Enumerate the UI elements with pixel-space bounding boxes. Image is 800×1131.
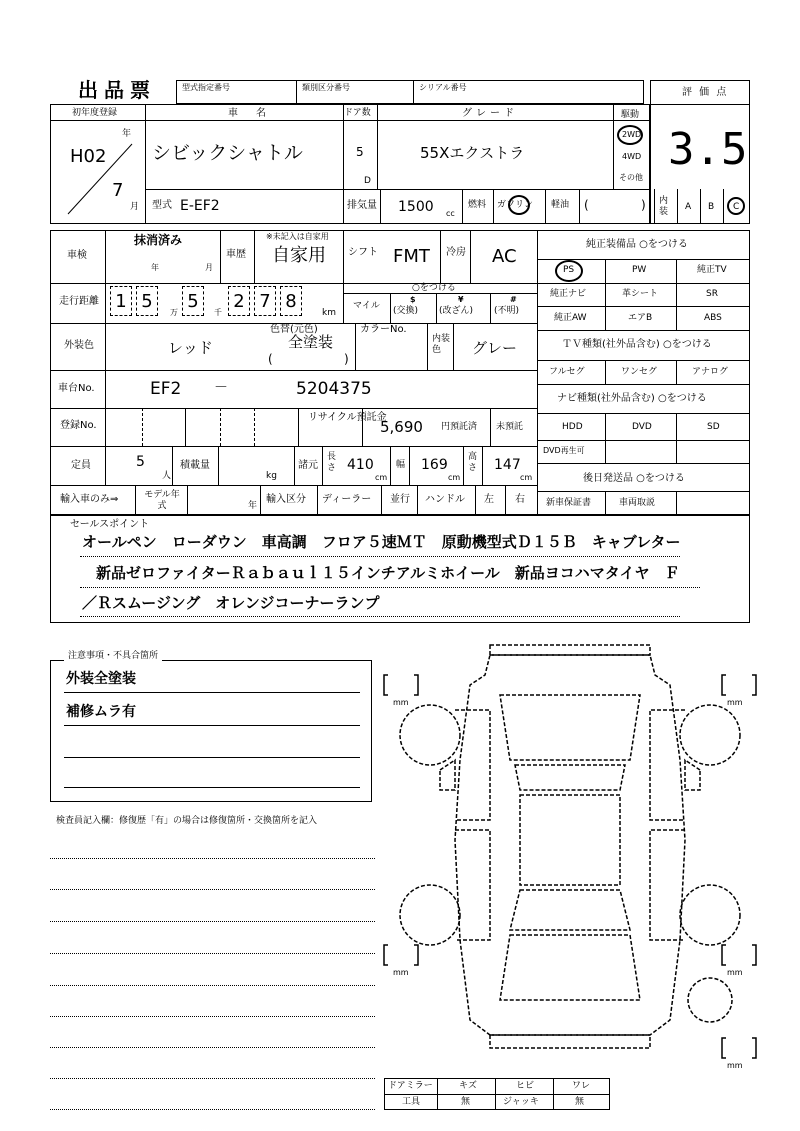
capacity-value: 5	[136, 454, 145, 470]
first-reg-era: H02	[70, 146, 107, 167]
equip-tv: 純正TV	[697, 265, 727, 275]
equipment-title: 純正装備品 ○をつける	[586, 239, 688, 250]
fuel-light-oil: 軽油	[551, 200, 570, 210]
mileage-exchange: (交換)	[393, 306, 419, 316]
recycle-value: 5,690	[380, 418, 423, 436]
model-value: E-EF2	[180, 198, 220, 214]
handle-left: 左	[484, 494, 494, 505]
interior-color-label: 内装色	[432, 334, 451, 355]
note-line: 補修ムラ有	[66, 704, 136, 720]
exterior-color-label: 外装色	[64, 340, 94, 351]
mileage-tampered: (改ざん)	[439, 306, 474, 316]
displacement-value: 1500	[398, 199, 434, 215]
height-value: 147	[494, 457, 521, 473]
displacement-label: 排気量	[347, 200, 377, 211]
later-warranty: 新車保証書	[546, 498, 592, 508]
history-label: 車歴	[226, 249, 246, 260]
import-dealer: ディーラー	[322, 494, 372, 505]
fuel-label: 燃料	[468, 200, 487, 210]
fuel-gasoline: ガソリン	[497, 200, 534, 210]
equip-abs: ABS	[704, 313, 722, 323]
import-parallel: 並行	[390, 494, 410, 505]
ac-label: 冷房	[446, 247, 466, 258]
odometer-digit: 8	[280, 286, 302, 316]
legend-value: 工具	[402, 1097, 421, 1107]
import-class-label: 輸入区分	[266, 494, 306, 505]
inspection-value: 抹消済み	[134, 233, 183, 247]
legend-value: ジャッキ	[503, 1097, 539, 1107]
drive-other: その他	[619, 173, 643, 182]
import-label: 輸入車のみ⇒	[60, 494, 119, 505]
tv-title: ＴＶ種類(社外品含む) ○をつける	[562, 339, 712, 350]
ac-value: AC	[492, 246, 517, 267]
tread-unit: mm	[727, 698, 743, 707]
shift-value: FMT	[393, 246, 430, 267]
tread-unit: mm	[727, 968, 743, 977]
legend-header: ワレ	[572, 1081, 591, 1091]
legend-value: 無	[575, 1097, 585, 1107]
drive-2wd: 2WD	[622, 130, 642, 139]
drive-4wd: 4WD	[622, 152, 642, 161]
navi-dvd-play: DVD再生可	[543, 446, 585, 455]
date-slash	[60, 140, 140, 220]
interior-label: 内装	[659, 196, 669, 217]
interior-grade-c: C	[733, 202, 740, 212]
tread-unit: mm	[393, 968, 409, 977]
tv-oneseg: ワンセグ	[621, 367, 658, 377]
rating-value: 3.5	[668, 124, 748, 175]
notes-label: 注意事項・不具合箇所	[68, 651, 159, 661]
navi-hdd: HDD	[562, 422, 583, 432]
grade-label: グレード	[462, 108, 518, 119]
model-label: 型式	[152, 200, 172, 211]
width-value: 169	[421, 457, 448, 473]
shift-label: シフト	[348, 247, 378, 258]
first-reg-month: 7	[112, 180, 124, 201]
serial-label: シリアル番号	[419, 83, 467, 92]
sales-point-line: 新品ゼロファイターＲａｂａｕｌ１５インチアルミホイール 新品ヨコハマタイヤ Ｆ	[96, 564, 680, 582]
equip-pw: PW	[632, 265, 647, 275]
first-reg-label: 初年度登録	[72, 108, 118, 118]
equip-sr: SR	[706, 289, 718, 299]
note-line: 外装全塗装	[66, 671, 136, 687]
exterior-color-value: レッド	[168, 339, 213, 357]
fuel-gasoline-circle	[508, 195, 530, 215]
interior-grade-b: B	[708, 202, 715, 212]
equip-airbag: エアB	[628, 313, 653, 323]
inspection-label: 車検	[67, 250, 87, 261]
interior-grade-c-circle	[727, 197, 745, 215]
equip-navi: 純正ナビ	[550, 289, 587, 299]
sales-points-label: セールスポイント	[70, 519, 150, 530]
inspector-label: 検査員記入欄：修復歴「有」の場合は修復箇所・交換箇所を記入	[56, 816, 318, 826]
later-manual: 車両取説	[619, 498, 656, 508]
mileage-label: 走行距離	[59, 296, 99, 307]
legend-header: ドアミラー	[388, 1081, 433, 1091]
drive-2wd-circle	[617, 125, 643, 145]
tv-fullseg: フルセグ	[549, 367, 585, 377]
tread-unit: mm	[727, 1061, 743, 1070]
mileage-mile: マイル	[353, 301, 380, 311]
history-value: 自家用	[272, 245, 326, 266]
type-cert-label: 型式指定番号	[182, 83, 230, 92]
chassis-prefix: EF2	[150, 379, 182, 399]
equip-leather: 革シート	[622, 289, 659, 299]
car-name-label: 車 名	[228, 108, 270, 119]
chassis-number: 5204375	[296, 379, 372, 399]
dims-label: 諸元	[298, 460, 318, 471]
drive-label: 駆動	[621, 110, 640, 120]
odometer-digit: 2	[228, 286, 250, 316]
auction-sheet: 出品票 型式指定番号 類別区分番号 シリアル番号 評 価 点 3.5 初年度登録 H02 年 7 月 車 名 シビックシャトル ドア数 5 D グレード 55Xエクストラ 駆動 2WD 4WD その他 型式 E-EF2 排気量 1500 cc 燃料 ガソリン 軽油 ( ) 内装 A B C 車検 抹消済み 年 月 車歴 ※未記入は自家用 自家用 シフト FMT 冷房 AC 走行距離 1 5 万 5 千 2 7 8 km ○をつける マイル $ (交換) ¥ (改ざん) # (不明) 外装色 レッド 色替(元色) 全塗装 ( ) カラーNo. 内装色 グレー 車台No. EF2 － 5204375 登録No. リサイクル預託金 5,690 円預託済 未預託 定員 5 人 積載量 kg 諸元 長さ 410 cm 幅 169 cm 高さ 147 cm 輸入車のみ⇒ モデル年式 年 輸入区分 ディーラー 並行 ハンドル 左 右 純正装備品 ○をつける PS PW 純正TV 純正ナビ 革シート SR 純正AW エアB ABS ＴＶ種類(社外品含む) ○をつける フルセグ ワンセグ アナログ ナビ種類(社外品含む) ○をつける HDD DVD SD DVD再生可 後日発送品 ○をつける 新車保証書 車両取説 セールスポイント オールペン ローダウン 車高調 フロア５速ＭＴ 原動機型式Ｄ１５Ｂ キャブレター 新品ゼロファイターＲａｂａｕｌ１５インチアルミホイール 新品ヨコハマタイヤ Ｆ ／Ｒスムージング オレンジコーナーランプ 注意事項・不具合箇所 外装全塗装 補修ムラ有 検査員記入欄：修復歴「有」の場合は修復箇所・交換箇所を記入 mm mm mm mm mm ドアミラー キズ ヒビ ワレ 工具 無 ジャッキ 無	[0, 0, 800, 1131]
odometer-digit: 5	[136, 286, 158, 316]
cert-number-box	[176, 80, 644, 104]
color-no-label: カラーNo.	[360, 324, 407, 335]
interior-grade-a: A	[685, 202, 692, 212]
odometer-digit: 1	[110, 286, 132, 316]
sheet-title: 出品票	[78, 78, 156, 102]
recycle-not-deposited: 未預託	[496, 422, 524, 432]
equip-aw: 純正AW	[554, 313, 587, 323]
equip-ps-circle	[555, 260, 583, 282]
odometer-digit: 7	[254, 286, 276, 316]
doors-label: ドア数	[344, 108, 371, 118]
navi-dvd: DVD	[632, 422, 652, 432]
later-title: 後日発送品 ○をつける	[583, 473, 685, 484]
legend-header: キズ	[459, 1081, 477, 1091]
navi-sd: SD	[707, 422, 720, 432]
recycle-deposited: 円預託済	[441, 422, 478, 432]
tread-unit: mm	[393, 698, 409, 707]
car-damage-diagram	[380, 640, 760, 1080]
capacity-label: 定員	[71, 460, 91, 471]
rating-label: 評 価 点	[682, 87, 729, 98]
legend-header: ヒビ	[516, 1081, 535, 1091]
odometer-digit: 5	[182, 286, 204, 316]
repaint-value: 全塗装	[288, 333, 334, 351]
equip-ps: PS	[563, 265, 575, 275]
load-label: 積載量	[180, 460, 210, 471]
grade-value: 55Xエクストラ	[420, 144, 525, 162]
handle-label: ハンドル	[425, 494, 465, 505]
legend-value: 無	[461, 1097, 471, 1107]
sales-point-line: ／Ｒスムージング オレンジコーナーランプ	[82, 594, 380, 612]
doors-value: 5	[356, 145, 364, 159]
tv-analog: アナログ	[692, 367, 729, 377]
registration-label: 登録No.	[60, 420, 97, 431]
interior-color-value: グレー	[472, 339, 518, 357]
navi-title: ナビ種類(社外品含む) ○をつける	[557, 393, 707, 404]
sales-point-line: オールペン ローダウン 車高調 フロア５速ＭＴ 原動機型式Ｄ１５Ｂ キャブレター	[82, 533, 681, 551]
length-value: 410	[347, 457, 374, 473]
handle-right: 右	[515, 494, 525, 505]
class-label: 類別区分番号	[302, 83, 350, 92]
car-name: シビックシャトル	[152, 142, 303, 164]
mileage-unknown: (不明)	[494, 306, 520, 316]
chassis-label: 車台No.	[58, 383, 95, 394]
